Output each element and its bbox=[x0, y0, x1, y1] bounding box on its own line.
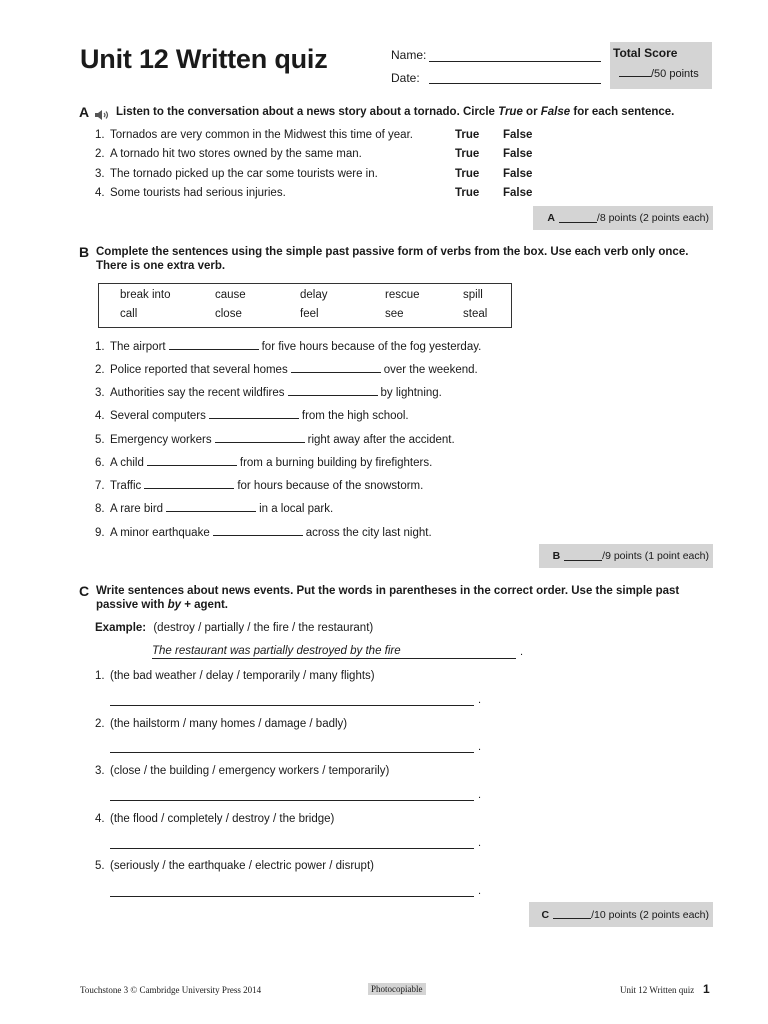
instruction-true: True bbox=[498, 106, 523, 118]
true-option[interactable]: True bbox=[455, 148, 480, 160]
answer-line[interactable] bbox=[110, 705, 474, 706]
section-b-item bbox=[95, 526, 432, 539]
footer-unit: Unit 12 Written quiz bbox=[620, 985, 695, 995]
section-a-score bbox=[533, 206, 713, 230]
item-number: 2. bbox=[95, 148, 105, 160]
false-option[interactable]: False bbox=[503, 129, 533, 141]
item-text: from the high school. bbox=[301, 410, 409, 422]
item-number: 1. bbox=[95, 670, 105, 682]
speaker-icon bbox=[94, 106, 112, 124]
item-text: The airport bbox=[110, 341, 166, 353]
true-option[interactable]: True bbox=[455, 168, 480, 180]
word-item: see bbox=[385, 308, 404, 320]
total-score-value bbox=[619, 68, 699, 80]
name-field[interactable] bbox=[429, 61, 601, 62]
instruction-by: by bbox=[167, 599, 182, 611]
item-number: 5. bbox=[95, 434, 105, 446]
item-prompt: (the bad weather / delay / temporarily / many flights) bbox=[110, 670, 375, 682]
answer-blank[interactable] bbox=[215, 433, 305, 443]
item-number: 4. bbox=[95, 813, 105, 825]
item-number: 3. bbox=[95, 387, 105, 399]
item-text: from a burning building by firefighters. bbox=[239, 457, 433, 469]
section-a-item bbox=[95, 129, 413, 141]
section-a-item bbox=[95, 148, 362, 160]
item-prompt: (seriously / the earthquake / electric power / disrupt) bbox=[110, 860, 374, 872]
example-prompt-line bbox=[95, 622, 373, 634]
period: . bbox=[478, 741, 482, 753]
item-number: 4. bbox=[95, 410, 105, 422]
section-b-item bbox=[95, 433, 455, 446]
name-label: Name: bbox=[391, 48, 427, 62]
section-b-item bbox=[95, 340, 481, 353]
item-text: A minor earthquake bbox=[110, 527, 210, 539]
item-prompt: (the hailstorm / many homes / damage / badly) bbox=[110, 718, 348, 730]
section-c-score bbox=[529, 902, 713, 927]
answer-blank[interactable] bbox=[209, 409, 299, 419]
footer-photocopiable: Photocopiable bbox=[368, 983, 426, 995]
word-item: call bbox=[120, 308, 138, 320]
instruction-text-end: for each sentence. bbox=[573, 106, 675, 118]
section-b-instruction-1: Complete the sentences using the simple past passive form of verbs from the box. Use each verb only once. bbox=[96, 246, 689, 258]
section-a-letter: A bbox=[79, 104, 90, 120]
false-option[interactable]: False bbox=[503, 187, 533, 199]
item-number: 3. bbox=[95, 765, 105, 777]
total-score-label: Total Score bbox=[613, 46, 678, 60]
false-option[interactable]: False bbox=[503, 168, 533, 180]
section-c-item bbox=[95, 813, 334, 825]
item-text: Some tourists had serious injuries. bbox=[110, 187, 286, 199]
page-title: Unit 12 Written quiz bbox=[80, 44, 328, 74]
section-a-item bbox=[95, 187, 286, 199]
item-text: by lightning. bbox=[380, 387, 442, 399]
item-text: A child bbox=[110, 457, 144, 469]
section-c-instruction-2 bbox=[96, 599, 228, 611]
footer-copyright: Touchstone 3 © Cambridge University Press 2014 bbox=[80, 985, 262, 995]
item-text: Emergency workers bbox=[110, 434, 212, 446]
item-prompt: (close / the building / emergency workers / temporarily) bbox=[110, 765, 390, 777]
item-number: 5. bbox=[95, 860, 105, 872]
section-c-letter: C bbox=[79, 583, 90, 599]
item-number: 7. bbox=[95, 480, 105, 492]
true-option[interactable]: True bbox=[455, 187, 480, 199]
instruction-false: False bbox=[540, 106, 571, 118]
period: . bbox=[478, 694, 482, 706]
item-number: 6. bbox=[95, 457, 105, 469]
score-blank[interactable] bbox=[564, 552, 602, 561]
item-number: 2. bbox=[95, 364, 105, 376]
section-b-item bbox=[95, 409, 409, 422]
score-blank[interactable] bbox=[559, 214, 597, 223]
item-text: right away after the accident. bbox=[307, 434, 455, 446]
period: . bbox=[520, 646, 524, 658]
section-b-letter: B bbox=[79, 244, 90, 260]
section-a-instruction bbox=[116, 106, 674, 118]
period: . bbox=[478, 837, 482, 849]
word-item: delay bbox=[300, 289, 328, 301]
section-b-item bbox=[95, 479, 423, 492]
score-letter: A bbox=[547, 212, 555, 224]
word-item: close bbox=[215, 308, 242, 320]
instruction-text: passive with bbox=[96, 599, 165, 611]
item-text: Tornados are very common in the Midwest this time of year. bbox=[110, 129, 413, 141]
answer-line[interactable] bbox=[110, 896, 474, 897]
page-number: 1 bbox=[703, 982, 710, 996]
score-text: /10 points (2 points each) bbox=[591, 908, 709, 921]
date-field[interactable] bbox=[429, 83, 601, 84]
item-number: 1. bbox=[95, 341, 105, 353]
section-b-instruction-2: There is one extra verb. bbox=[96, 260, 226, 272]
period: . bbox=[478, 789, 482, 801]
date-label: Date: bbox=[391, 71, 420, 85]
item-number: 2. bbox=[95, 718, 105, 730]
word-item: spill bbox=[463, 289, 483, 301]
item-number: 9. bbox=[95, 527, 105, 539]
item-text: Authorities say the recent wildfires bbox=[110, 387, 285, 399]
item-number: 4. bbox=[95, 187, 105, 199]
item-number: 1. bbox=[95, 129, 105, 141]
item-text: over the weekend. bbox=[383, 364, 478, 376]
answer-blank[interactable] bbox=[147, 456, 237, 466]
answer-blank[interactable] bbox=[169, 340, 259, 350]
instruction-or: or bbox=[526, 106, 538, 118]
score-blank[interactable] bbox=[553, 910, 591, 919]
item-text: Traffic bbox=[110, 480, 142, 492]
item-text: Police reported that several homes bbox=[110, 364, 288, 376]
total-score-points: /50 points bbox=[651, 68, 699, 80]
section-c-item bbox=[95, 670, 375, 682]
word-item: steal bbox=[463, 308, 488, 320]
answer-blank[interactable] bbox=[291, 363, 381, 373]
word-item: feel bbox=[300, 308, 319, 320]
score-letter: B bbox=[552, 550, 561, 562]
item-text: for hours because of the snowstorm. bbox=[237, 480, 424, 492]
true-option[interactable]: True bbox=[455, 129, 480, 141]
instruction-text-end: + agent. bbox=[184, 599, 228, 611]
answer-blank[interactable] bbox=[166, 502, 256, 512]
word-item: break into bbox=[120, 289, 171, 301]
item-text: A tornado hit two stores owned by the same man. bbox=[110, 148, 362, 160]
score-letter: C bbox=[541, 908, 550, 921]
section-c-item bbox=[95, 718, 347, 730]
answer-line[interactable] bbox=[110, 848, 474, 849]
period: . bbox=[478, 885, 482, 897]
word-item: rescue bbox=[385, 289, 420, 301]
item-text: in a local park. bbox=[259, 503, 334, 515]
item-prompt: (the flood / completely / destroy / the bridge) bbox=[110, 813, 335, 825]
false-option[interactable]: False bbox=[503, 148, 533, 160]
section-c-instruction-1: Write sentences about news events. Put the words in parentheses in the correct order. Use the simple past bbox=[96, 585, 680, 597]
answer-blank[interactable] bbox=[213, 526, 303, 536]
section-b-item bbox=[95, 502, 333, 515]
word-item: cause bbox=[215, 289, 246, 301]
total-score-blank[interactable] bbox=[619, 68, 651, 77]
item-text: across the city last night. bbox=[305, 527, 432, 539]
example-answer: The restaurant was partially destroyed by the fire bbox=[152, 645, 516, 659]
score-text: /8 points (2 points each) bbox=[596, 212, 709, 224]
item-text: A rare bird bbox=[110, 503, 164, 515]
item-text: The tornado picked up the car some tourists were in. bbox=[110, 168, 378, 180]
instruction-text: Listen to the conversation about a news story about a tornado. Circle bbox=[116, 106, 495, 118]
answer-line[interactable] bbox=[110, 752, 474, 753]
section-b-item bbox=[95, 386, 442, 399]
section-c-item bbox=[95, 765, 389, 777]
item-text: for five hours because of the fog yesterday. bbox=[261, 341, 482, 353]
score-text: /9 points (1 point each) bbox=[602, 550, 709, 562]
answer-blank[interactable] bbox=[288, 386, 378, 396]
item-text: Several computers bbox=[110, 410, 206, 422]
section-b-score bbox=[539, 544, 713, 568]
section-b-item bbox=[95, 456, 432, 469]
section-b-item bbox=[95, 363, 478, 376]
item-number: 3. bbox=[95, 168, 105, 180]
section-a-item bbox=[95, 168, 378, 180]
example-prompt: (destroy / partially / the fire / the restaurant) bbox=[153, 622, 374, 634]
item-number: 8. bbox=[95, 503, 105, 515]
answer-blank[interactable] bbox=[144, 479, 234, 489]
answer-line[interactable] bbox=[110, 800, 474, 801]
example-label: Example: bbox=[95, 622, 147, 634]
section-c-item bbox=[95, 860, 374, 872]
